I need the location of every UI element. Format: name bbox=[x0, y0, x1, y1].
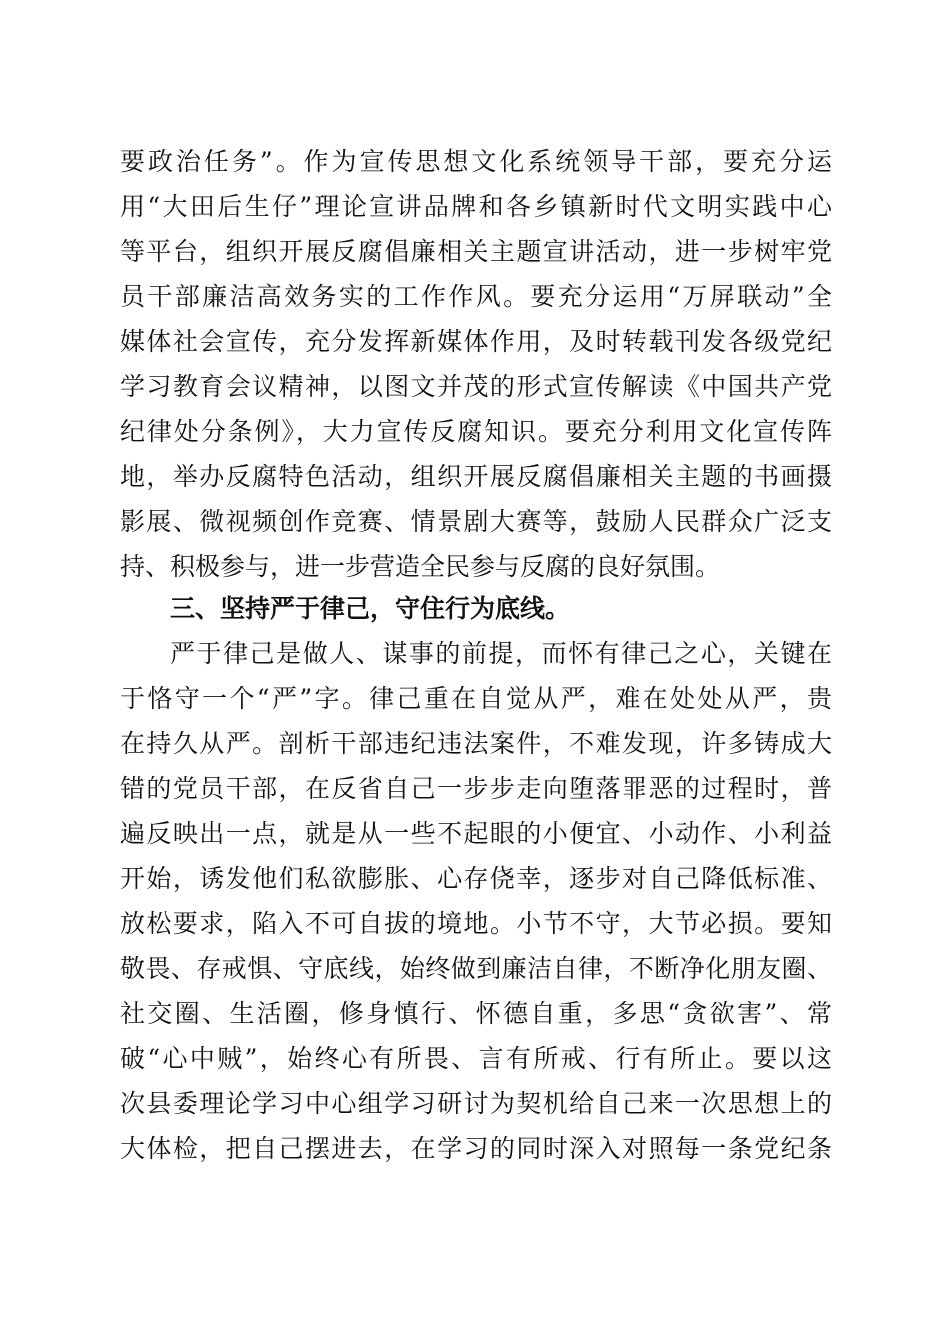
text-line: 于恪守一个“严”字。律己重在自觉从严，难在处处从严，贵 bbox=[120, 684, 832, 713]
text-line: 在持久从严。剖析干部违纪违法案件，不难发现，许多铸成大 bbox=[120, 729, 832, 758]
text-line: 敬畏、存戒惧、守底线，始终做到廉洁自律，不断净化朋友圈、 bbox=[120, 954, 832, 983]
text-line: 持、积极参与，进一步营造全民参与反腐的良好氛围。 bbox=[120, 552, 721, 581]
text-line: 次县委理论学习中心组学习研讨为契机给自己来一次思想上的 bbox=[120, 1089, 832, 1118]
text-line: 破“心中贼”，始终心有所畏、言有所戒、行有所止。要以这 bbox=[120, 1044, 832, 1073]
paragraph-continuation bbox=[120, 139, 832, 589]
text-line: 地，举办反腐特色活动，组织开展反腐倡廉相关主题的书画摄 bbox=[120, 462, 832, 491]
text-line: 开始，诱发他们私欲膨胀、心存侥幸，逐步对自己降低标准、 bbox=[120, 864, 832, 893]
text-line: 严于律己是做人、谋事的前提，而怀有律己之心，关键在 bbox=[170, 639, 832, 668]
text-line: 纪律处分条例》，大力宣传反腐知识。要充分利用文化宣传阵 bbox=[120, 417, 832, 446]
text-line: 放松要求，陷入不可自拔的境地。小节不守，大节必损。要知 bbox=[120, 909, 832, 938]
paragraph-section-three bbox=[120, 631, 832, 1171]
text-line: 媒体社会宣传，充分发挥新媒体作用，及时转载刊发各级党纪 bbox=[120, 327, 832, 356]
text-line: 员干部廉洁高效务实的工作作风。要充分运用“万屏联动”全 bbox=[120, 282, 832, 311]
text-line: 遍反映出一点，就是从一些不起眼的小便宜、小动作、小利益 bbox=[120, 819, 832, 848]
text-line: 等平台，组织开展反腐倡廉相关主题宣讲活动，进一步树牢党 bbox=[120, 237, 832, 266]
section-heading: 三、坚持严于律己，守住行为底线。 bbox=[170, 594, 571, 623]
text-line: 学习教育会议精神，以图文并茂的形式宣传解读《中国共产党 bbox=[120, 372, 832, 401]
text-line: 错的党员干部，在反省自己一步步走向堕落罪恶的过程时，普 bbox=[120, 774, 832, 803]
text-line: 影展、微视频创作竞赛、情景剧大赛等，鼓励人民群众广泛支 bbox=[120, 507, 832, 536]
text-line: 社交圈、生活圈，修身慎行、怀德自重，多思“贪欲害”、常 bbox=[120, 999, 832, 1028]
text-line: 要政治任务”。作为宣传思想文化系统领导干部，要充分运 bbox=[120, 147, 832, 176]
text-line: 大体检，把自己摆进去，在学习的同时深入对照每一条党纪条 bbox=[120, 1134, 832, 1163]
text-line: 用“大田后生仔”理论宣讲品牌和各乡镇新时代文明实践中心 bbox=[120, 192, 832, 221]
